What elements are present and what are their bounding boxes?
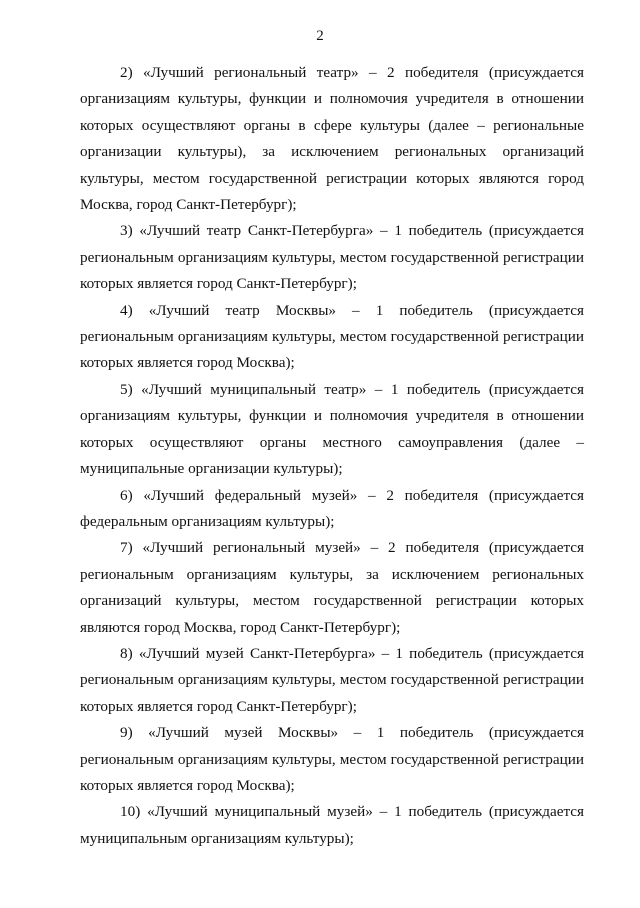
list-item-2: 2) «Лучший региональный театр» – 2 победителя (присуждается организациям культуры, функции и полномочия учредителя в отношении которых осуществляют органы в сфере культуры (далее – региональные организации культуры), за исключением региональных организаций культуры, местом государственной регистрации которых являются город Москва, город Санкт-Петербург); bbox=[80, 64, 584, 214]
list-item-9: 9) «Лучший музей Москвы» – 1 победитель (присуждается региональным организациям культуры, местом государственной регистрации которых является город Москва); bbox=[80, 724, 584, 794]
list-item-7: 7) «Лучший региональный музей» – 2 победителя (присуждается региональным организациям культуры, за исключением региональных организаций культуры, местом государственной регистрации которых являются город Москва, город Санкт-Петербург); bbox=[80, 539, 584, 636]
list-item-8: 8) «Лучший музей Санкт-Петербурга» – 1 победитель (присуждается региональным организациям культуры, местом государственной регистрации которых является город Санкт-Петербург); bbox=[80, 644, 584, 715]
page-number: 2 bbox=[316, 28, 324, 44]
list-item-5: 5) «Лучший муниципальный театр» – 1 победитель (присуждается организациям культуры, функции и полномочия учредителя в отношении которых осуществляют органы местного самоуправления (далее – муниципальные организации культуры); bbox=[80, 380, 584, 478]
list-item-4: 4) «Лучший театр Москвы» – 1 победитель (присуждается региональным организациям культуры, местом государственной регистрации которых является город Москва); bbox=[80, 301, 584, 372]
list-item-10: 10) «Лучший муниципальный музей» – 1 победитель (присуждается муниципальным организациям культуры); bbox=[80, 803, 584, 847]
list-item-3: 3) «Лучший театр Санкт-Петербурга» – 1 победитель (присуждается региональным организациям культуры, местом государственной регистрации которых является город Санкт-Петербург); bbox=[80, 222, 584, 293]
list-item-6: 6) «Лучший федеральный музей» – 2 победителя (присуждается федеральным организациям культуры); bbox=[80, 486, 584, 530]
document-body bbox=[80, 60, 584, 852]
